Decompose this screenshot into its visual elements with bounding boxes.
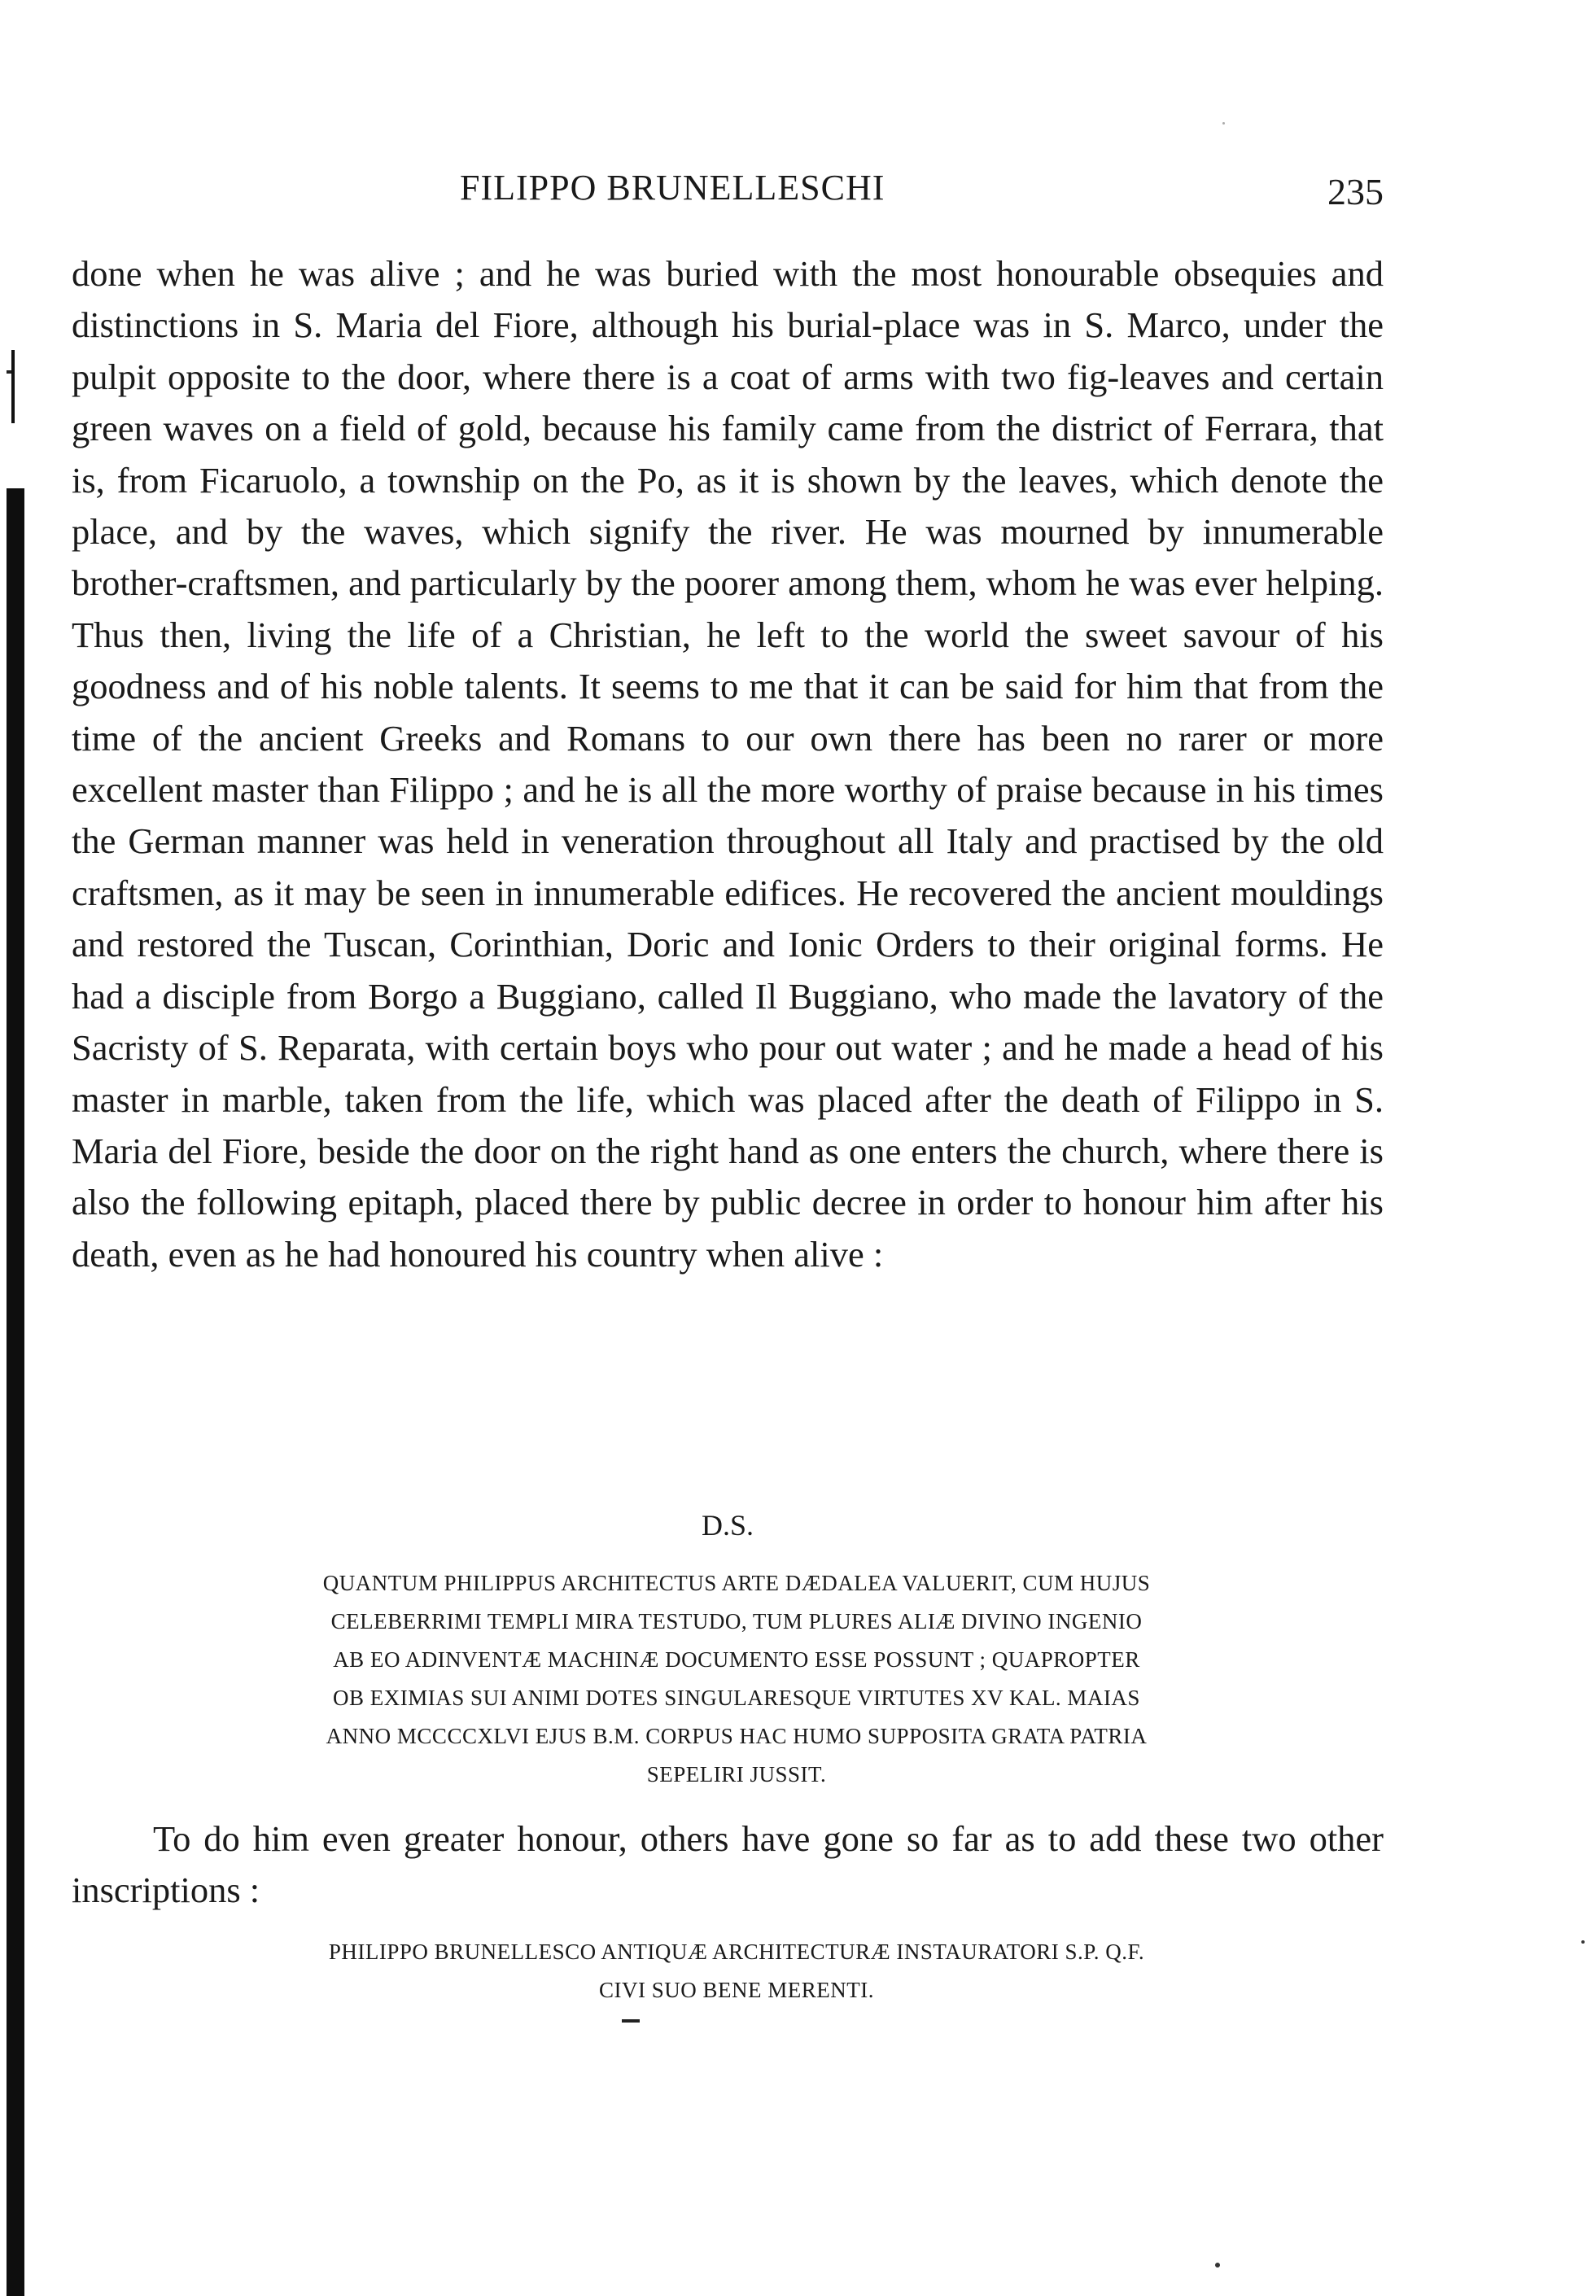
running-title: FILIPPO BRUNELLESCHI xyxy=(460,168,885,208)
end-dash xyxy=(622,2019,640,2023)
paragraph-2: To do him even greater honour, others have gone so far as to add these two other inscriptions : xyxy=(72,1818,1384,1911)
epitaph-line: ANNO MCCCCXLVI EJUS B.M. CORPUS HAC HUMO SUPPOSITA GRATA PATRIA xyxy=(326,1724,1148,1748)
page-number: 235 xyxy=(1327,171,1384,212)
binding-edge-mark xyxy=(11,350,15,423)
epitaph xyxy=(208,1564,1266,1794)
binding-edge xyxy=(7,488,24,2296)
epitaph-line: CELEBERRIMI TEMPLI MIRA TESTUDO, TUM PLURES ALIÆ DIVINO INGENIO xyxy=(330,1609,1143,1633)
binding-edge-tick xyxy=(7,370,11,374)
epitaph-line: AB EO ADINVENTÆ MACHINÆ DOCUMENTO ESSE POSSUNT ; QUAPROPTER xyxy=(333,1647,1140,1672)
main-text xyxy=(72,248,1384,1280)
epitaph-line: QUANTUM PHILIPPUS ARCHITECTUS ARTE DÆDALEA VALUERIT, CUM HUJUS xyxy=(322,1571,1151,1595)
scan-speck xyxy=(1222,122,1225,125)
paragraph-1: done when he was alive ; and he was buried with the most honourable obsequies and distinctions in S. Maria del Fiore, although his burial-place was in S. Marco, under the pulpit opposite to the door, where there is a coat of arms with two fig-leaves and certain green waves on a field of gold, because his family came from the district of Ferrara, that is, from Ficaruolo, a township on the Po, as it is shown by the leaves, which denote the place, and by the waves, which signify the river. He was mourned by innumerable brother-craftsmen, and particularly by the poorer among them, whom he was ever helping. Thus then, living the life of a Christian, he left to the world the sweet savour of his goodness and of his noble talents. It seems to me that it can be said for him that from the time of the ancient Greeks and Romans to our own there has been no rarer or more excellent master than Filippo ; and he is all the more worthy of praise because in his times the German manner was held in veneration throughout all Italy and practised by the old craftsmen, as it may be seen in innumerable edifices. He recovered the ancient mouldings and restored the Tuscan, Corinthian, Doric and Ionic Orders to their original forms. He had a disciple from Borgo a Buggiano, called Il Buggiano, who made the lavatory of the Sacristy of S. Reparata, with certain boys who pour out water ; and he made a head of his master in marble, taken from the life, which was placed after the death of Filippo in S. Maria del Fiore, beside the door on the right hand as one enters the church, where there is also the following epitaph, placed there by public decree in order to honour him after his death, even as he had honoured his country when alive : xyxy=(72,253,1384,1275)
page-header xyxy=(73,167,1384,224)
epitaph-line: SEPELIRI JUSSIT. xyxy=(646,1762,827,1787)
scan-speck xyxy=(1215,2263,1220,2268)
second-paragraph-block xyxy=(72,1813,1384,1917)
epitaph-line: OB EXIMIAS SUI ANIMI DOTES SINGULARESQUE VIRTUTES XV KAL. MAIAS xyxy=(333,1686,1140,1710)
scan-speck xyxy=(1581,1940,1585,1944)
inscriptions xyxy=(208,1933,1266,2010)
inscription-line: PHILIPPO BRUNELLESCO ANTIQUÆ ARCHITECTURÆ INSTAURATORI S.P. Q.F. xyxy=(328,1940,1145,1964)
epitaph-heading: D.S. xyxy=(702,1509,754,1542)
inscription-line: CIVI SUO BENE MERENTI. xyxy=(599,1978,874,2002)
